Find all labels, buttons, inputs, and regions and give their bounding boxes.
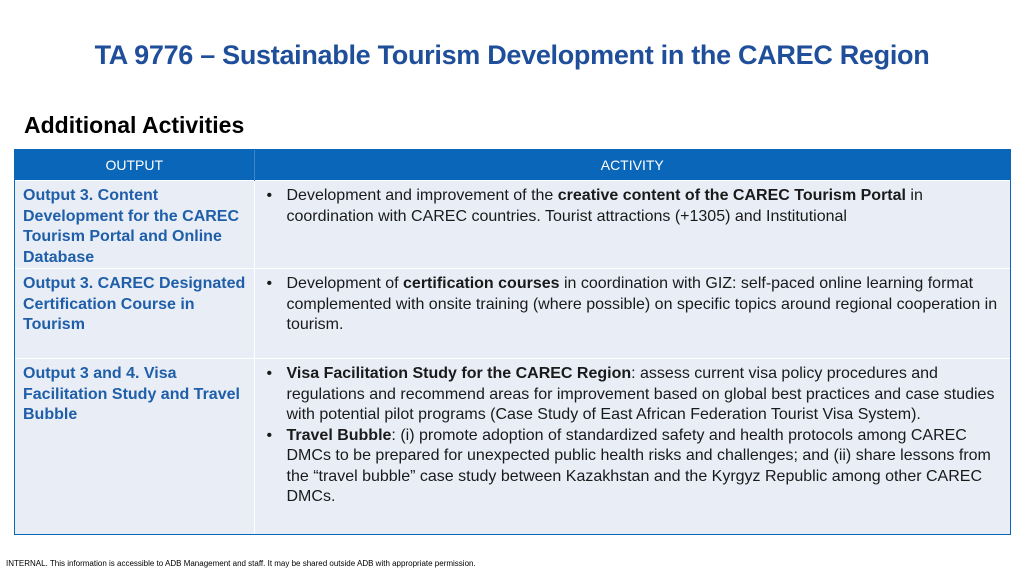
bullet-bold-text: Visa Facilitation Study for the CAREC Region — [286, 365, 632, 382]
table-row — [15, 359, 1010, 534]
bullet-text: Development and improvement of the — [286, 187, 558, 204]
bullet-text: in coordination with CAREC countries. Tourist attractions (+1305) and Institutional — [286, 187, 923, 225]
table-row — [15, 181, 1010, 269]
bullet-text: : assess current visa policy procedures and regulations and recommend areas for improvement based on global best practices and case studies with potential pilot programs (Case Study of East African Federation Tourist Visa System). — [286, 365, 995, 423]
bullet-text: in coordination with GIZ: self-paced online learning format complemented with onsite training (where possible) on specific topics around regional cooperation in tourism. — [286, 275, 998, 333]
bullet-text: : (i) promote adoption of standardized safety and health protocols among CAREC DMCs to be prepared for unexpected public health risks and challenges; and (ii) share lessons from the “travel bubble” case study between Kazakhstan and the Kyrgyz Republic among other CAREC DMCs. — [286, 426, 991, 505]
table-row — [15, 269, 1010, 359]
header-output: OUTPUT — [15, 150, 254, 181]
bullet-bold-text: creative content of the CAREC Tourism Portal — [557, 187, 906, 204]
output-cell: Output 3. Content Development for the CAREC Tourism Portal and Online Database — [15, 181, 254, 269]
activity-bullet — [259, 274, 1005, 336]
footer-disclaimer: INTERNAL. This information is accessible to ADB Management and staff. It may be shared outside ADB with appropriate permission. — [6, 559, 476, 568]
activity-cell — [254, 359, 1010, 534]
activity-bullet — [259, 364, 1005, 426]
output-cell: Output 3. CAREC Designated Certification Course in Tourism — [15, 269, 254, 359]
header-activity: ACTIVITY — [254, 150, 1010, 181]
page-title: TA 9776 – Sustainable Tourism Development in the CAREC Region — [94, 40, 930, 70]
activity-bullet — [259, 186, 1005, 227]
activities-table — [15, 150, 1010, 534]
section-subtitle: Additional Activities — [24, 112, 245, 138]
activity-cell — [254, 181, 1010, 269]
table-header-row — [15, 150, 1010, 181]
bullet-bold-text: certification courses — [403, 275, 560, 292]
output-cell: Output 3 and 4. Visa Facilitation Study and Travel Bubble — [15, 359, 254, 534]
bullet-bold-text: Travel Bubble — [286, 426, 392, 444]
activity-cell — [254, 269, 1010, 359]
activity-bullet — [259, 426, 1005, 508]
bullet-text: Development of — [286, 275, 404, 292]
